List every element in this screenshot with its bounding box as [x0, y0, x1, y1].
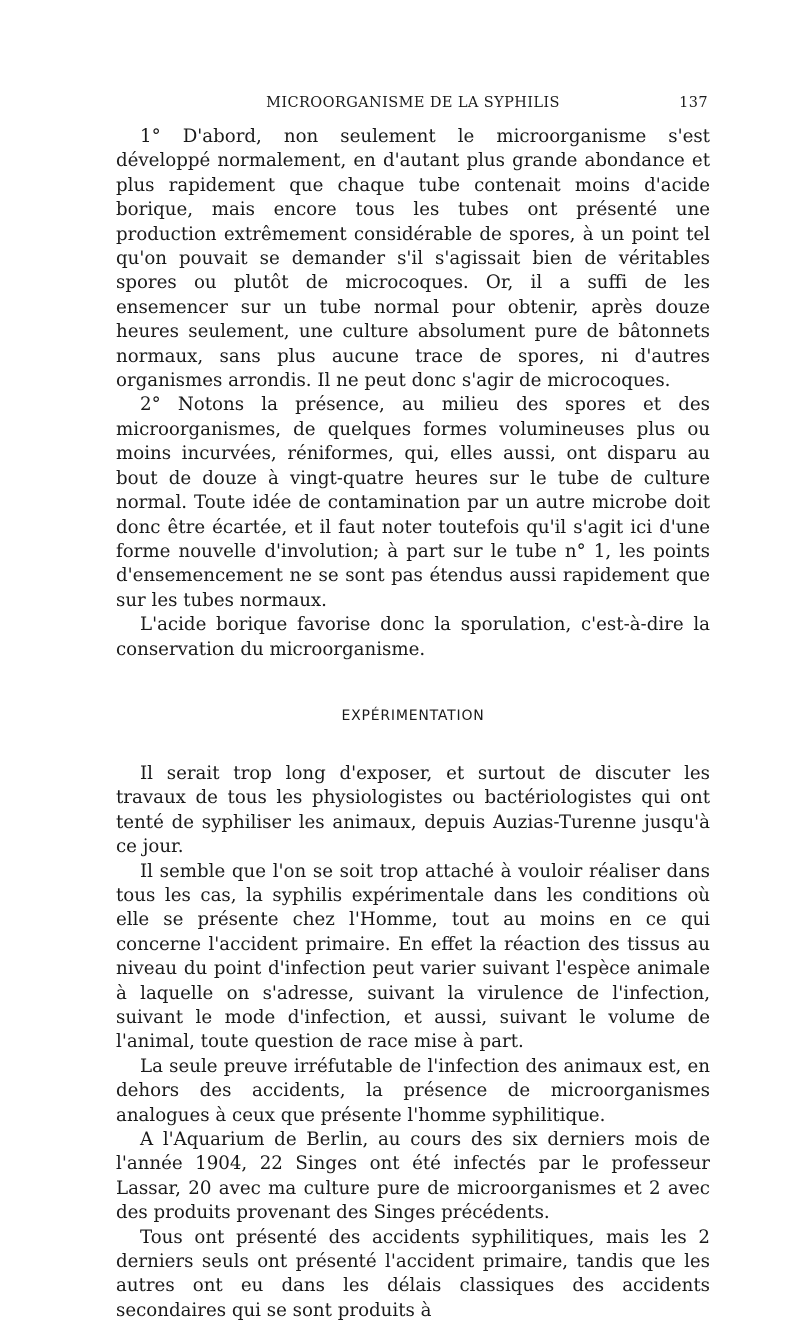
paragraph-5: Il semble que l'on se soit trop attaché à vouloir réaliser dans tous les cas, la syphilis expérimentale dans les conditions où elle se présente chez l'Homme, tout au moins en ce qui concerne l'accident primaire. En effet la réaction des tissus au niveau du point d'infection peut varier suivant l'espèce animale à laquelle on s'adresse, suivant la virulence de l'infection, suivant le mode d'infection, et aussi, suivant le volume de l'animal, toute question de race mise à part. — [116, 860, 710, 1053]
paragraph-6: La seule preuve irréfutable de l'infection des animaux est, en dehors des accidents, la présence de microorganismes analogues à ceux que présente l'homme syphilitique. — [116, 1055, 710, 1126]
section-heading: EXPÉRIMENTATION — [341, 707, 485, 724]
running-header — [116, 93, 710, 119]
paragraph-4: Il serait trop long d'exposer, et surtout de discuter les travaux de tous les physiologistes ou bactériologistes qui ont tenté de syphiliser les animaux, depuis Auzias-Turenne jusqu'à ce jour. — [116, 762, 710, 858]
paragraph-1: 1° D'abord, non seulement le microorganisme s'est développé normalement, en d'autant plus grande abondance et plus rapidement que chaque tube contenait moins d'acide borique, mais encore tous les tubes ont présenté une production extrêmement considérable de spores, à un point tel qu'on pouvait se demander s'il s'agissait bien de véritables spores ou plutôt de microcoques. Or, il a suffi de les ensemencer sur un tube normal pour obtenir, après douze heures seulement, une culture absolument pure de bâtonnets normaux, sans plus aucune trace de spores, ni d'autres organismes arrondis. Il ne peut donc s'agir de microcoques. — [116, 126, 710, 392]
running-title: MICROORGANISME DE LA SYPHILIS — [266, 95, 560, 111]
page — [116, 93, 710, 1323]
paragraph-8: Tous ont présenté des accidents syphilitiques, mais les 2 derniers seuls ont présenté l'accident primaire, tandis que les autres ont eu dans les délais classiques des accidents secondaires qui se sont produits à — [116, 1226, 710, 1321]
paragraph-7: A l'Aquarium de Berlin, au cours des six derniers mois de l'année 1904, 22 Singes ont été infectés par le professeur Lassar, 20 avec ma culture pure de microorganismes et 2 avec des produits provenant des Singes précédents. — [116, 1129, 710, 1224]
paragraph-3: L'acide borique favorise donc la sporulation, c'est-à-dire la conservation du microorganisme. — [116, 614, 710, 660]
page-number: 137 — [679, 95, 708, 111]
paragraph-2: 2° Notons la présence, au milieu des spores et des microorganismes, de quelques formes volumineuses plus ou moins incurvées, réniformes, qui, elles aussi, ont disparu au bout de douze à vingt-quatre heures sur le tube de culture normal. Toute idée de contamination par un autre microbe doit donc être écartée, et il faut noter toutefois qu'il s'agit ici d'une forme nouvelle d'involution; à part sur le tube n° 1, les points d'ensemencement ne se sont pas étendus aussi rapidement que sur les tubes normaux. — [116, 394, 710, 611]
